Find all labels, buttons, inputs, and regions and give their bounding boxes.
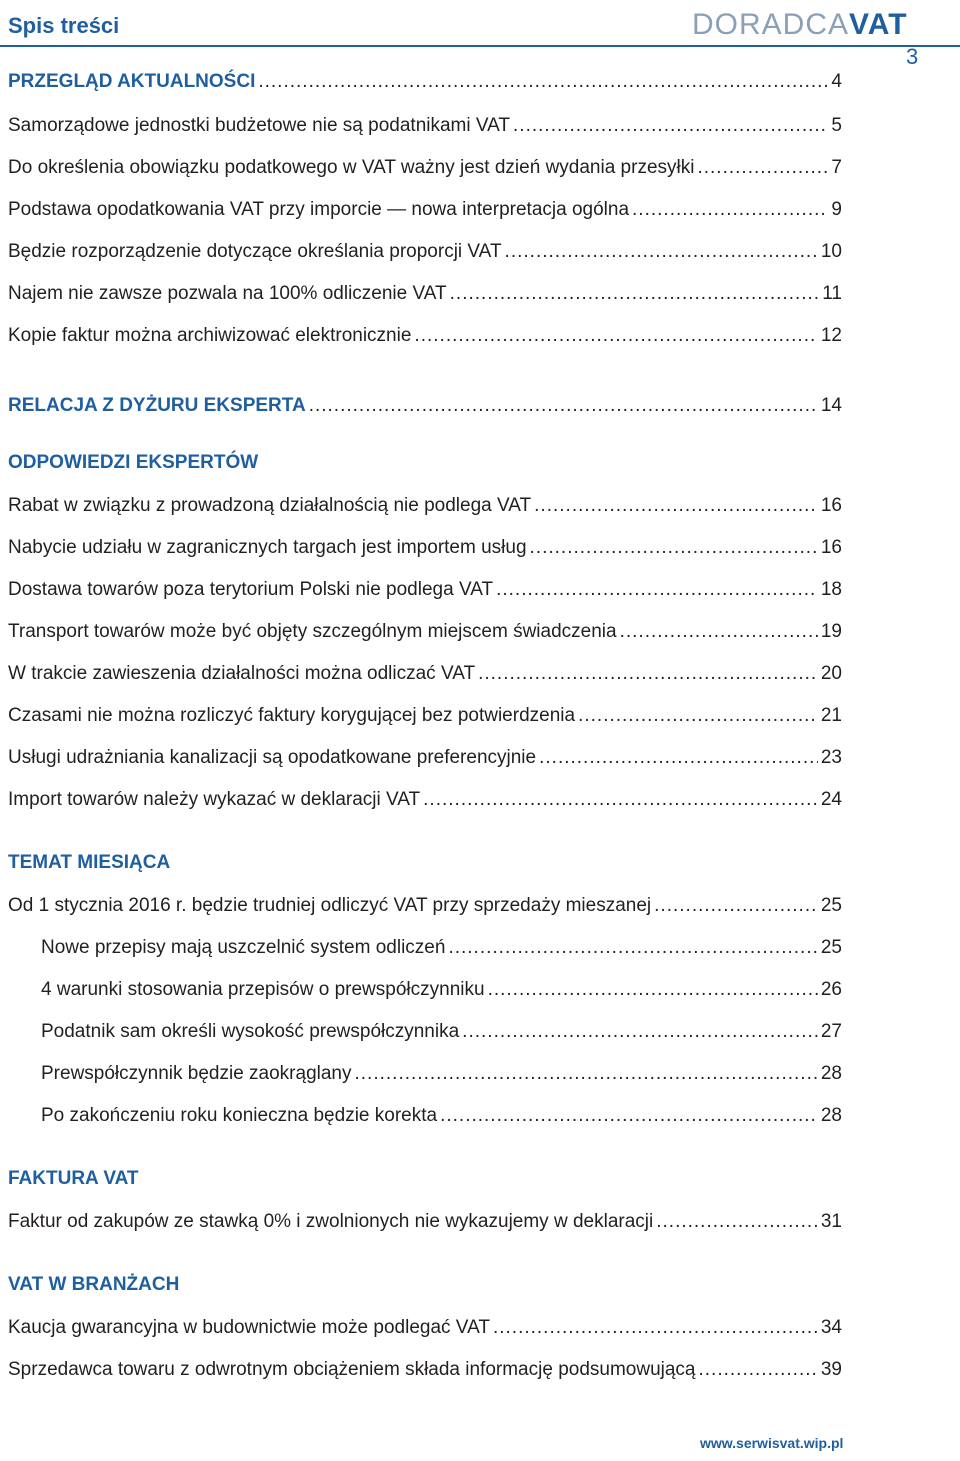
toc-leader — [488, 976, 818, 1004]
toc-page-number: 4 — [831, 71, 842, 92]
toc-page-number: 7 — [831, 157, 842, 178]
toc-leader — [505, 238, 818, 266]
toc-section-title: RELACJA Z DYŻURU EKSPERTA — [8, 395, 306, 416]
toc-item[interactable] — [8, 660, 842, 688]
toc-page-number: 24 — [820, 789, 842, 810]
toc-item[interactable] — [8, 744, 842, 772]
toc-item[interactable] — [8, 618, 842, 646]
toc-page-number: 31 — [820, 1211, 842, 1232]
toc-leader — [440, 1102, 818, 1130]
toc-item-title: Nowe przepisy mają uszczelnić system odliczeń — [41, 937, 446, 958]
toc-section-temat: TEMAT MIESIĄCA — [8, 852, 171, 873]
toc-leader — [309, 392, 818, 420]
toc-page-number: 28 — [820, 1105, 842, 1126]
toc-page-number: 12 — [820, 325, 842, 346]
toc-subitem[interactable] — [41, 976, 842, 1004]
toc-item-title: Sprzedawca towaru z odwrotnym obciążeniem składa informację podsumowującą — [8, 1359, 696, 1380]
toc-item[interactable] — [8, 112, 842, 140]
toc-item-title: Usługi udrażniania kanalizacji są opodatkowane preferencyjnie — [8, 747, 537, 768]
toc-item-title: Dostawa towarów poza terytorium Polski nie podlega VAT — [8, 579, 494, 600]
brand-logo-bold: VAT — [849, 8, 908, 41]
toc-leader — [496, 576, 818, 604]
toc-page-number: 26 — [820, 979, 842, 1000]
toc-page-number: 28 — [820, 1063, 842, 1084]
toc-item[interactable] — [8, 492, 842, 520]
toc-item-title: Czasami nie można rozliczyć faktury korygującej bez potwierdzenia — [8, 705, 576, 726]
page-header-title: Spis treści — [8, 13, 120, 38]
toc-item[interactable] — [8, 1208, 842, 1236]
toc-subitem[interactable] — [41, 1060, 842, 1088]
toc-item-title: Najem nie zawsze pozwala na 100% odliczenie VAT — [8, 283, 447, 304]
toc-item[interactable] — [8, 196, 842, 224]
brand-logo — [692, 8, 908, 42]
toc-page-number: 21 — [820, 705, 842, 726]
toc-item[interactable] — [8, 1314, 842, 1342]
toc-item-title: Samorządowe jednostki budżetowe nie są podatnikami VAT — [8, 115, 511, 136]
toc-leader — [414, 322, 817, 350]
toc-item[interactable] — [8, 576, 842, 604]
toc-page-number: 25 — [820, 937, 842, 958]
toc-subitem[interactable] — [41, 934, 842, 962]
toc-item[interactable] — [8, 1356, 842, 1384]
toc-leader — [534, 492, 818, 520]
toc-leader — [620, 618, 818, 646]
toc-item-title: 4 warunki stosowania przepisów o prewspółczynniku — [41, 979, 485, 1000]
toc-leader — [493, 1314, 818, 1342]
toc-item[interactable] — [8, 238, 842, 266]
toc-item-title: Podatnik sam określi wysokość prewspółczynnika — [41, 1021, 460, 1042]
toc-page-number: 16 — [820, 495, 842, 516]
toc-item[interactable] — [8, 534, 842, 562]
toc-page-number: 34 — [820, 1317, 842, 1338]
toc-item-title: Faktur od zakupów ze stawką 0% i zwolnionych nie wykazujemy w deklaracji — [8, 1211, 654, 1232]
toc-item-title: Prewspółczynnik będzie zaokrąglany — [41, 1063, 352, 1084]
toc-page-number: 11 — [822, 283, 842, 304]
toc-section-relacja[interactable] — [8, 392, 842, 420]
toc-page-number: 23 — [820, 747, 842, 768]
toc-leader — [478, 660, 818, 688]
toc-section-przeglad[interactable] — [8, 68, 842, 96]
toc-page-number: 25 — [820, 895, 842, 916]
toc-page-number: 14 — [820, 395, 842, 416]
toc-subitem[interactable] — [41, 1018, 842, 1046]
toc-section-branze: VAT W BRANŻACH — [8, 1274, 180, 1295]
footer-url-link[interactable]: www.serwisvat.wip.pl — [700, 1435, 844, 1451]
toc-item-title: Do określenia obowiązku podatkowego w VAT ważny jest dzień wydania przesyłki — [8, 157, 695, 178]
toc-section-odpowiedzi: ODPOWIEDZI EKSPERTÓW — [8, 452, 259, 473]
toc-leader — [654, 892, 818, 920]
toc-page-number: 20 — [820, 663, 842, 684]
toc-page-number: 27 — [820, 1021, 842, 1042]
toc-leader — [530, 534, 818, 562]
toc-leader — [450, 280, 820, 308]
toc-page-number: 5 — [831, 115, 842, 136]
toc-section-faktura: FAKTURA VAT — [8, 1168, 139, 1189]
toc-item-title: W trakcie zawieszenia działalności można odliczać VAT — [8, 663, 476, 684]
toc-item-title: Kaucja gwarancyjna w budownictwie może podlegać VAT — [8, 1317, 490, 1338]
toc-item[interactable] — [8, 702, 842, 730]
toc-leader — [539, 744, 818, 772]
toc-item[interactable] — [8, 322, 842, 350]
toc-leader — [699, 1356, 818, 1384]
toc-item-title: Transport towarów może być objęty szczególnym miejscem świadczenia — [8, 621, 617, 642]
toc-item-title: Nabycie udziału w zagranicznych targach jest importem usług — [8, 537, 527, 558]
toc-item-title: Podstawa opodatkowania VAT przy imporcie — nowa interpretacja ogólna — [8, 199, 630, 220]
toc-item-title: Po zakończeniu roku konieczna będzie korekta — [41, 1105, 438, 1126]
toc-item-title: Kopie faktur można archiwizować elektronicznie — [8, 325, 412, 346]
toc-item-title: Będzie rozporządzenie dotyczące określania proporcji VAT — [8, 241, 502, 262]
toc-item[interactable] — [8, 786, 842, 814]
toc-page-number: 18 — [820, 579, 842, 600]
toc-page-number: 19 — [820, 621, 842, 642]
toc-leader — [513, 112, 828, 140]
toc-leader — [656, 1208, 818, 1236]
toc-leader — [632, 196, 828, 224]
toc-subitem[interactable] — [41, 1102, 842, 1130]
brand-logo-light: DORADCA — [692, 8, 850, 41]
toc-leader — [355, 1060, 818, 1088]
toc-page-number: 39 — [820, 1359, 842, 1380]
toc-item-title: Import towarów należy wykazać w deklaracji VAT — [8, 789, 421, 810]
toc-section-title: PRZEGLĄD AKTUALNOŚCI — [8, 71, 256, 92]
toc-leader — [578, 702, 818, 730]
toc-item-title: Rabat w związku z prowadzoną działalnością nie podlega VAT — [8, 495, 532, 516]
toc-leader — [697, 154, 828, 182]
toc-leader — [258, 68, 828, 96]
toc-page-number: 10 — [820, 241, 842, 262]
toc-item[interactable] — [8, 892, 842, 920]
toc-page-number: 16 — [820, 537, 842, 558]
toc-leader — [448, 934, 817, 962]
toc-item[interactable] — [8, 280, 842, 308]
toc-page-number: 9 — [831, 199, 842, 220]
header-rule — [0, 45, 960, 47]
toc-leader — [423, 786, 818, 814]
toc-item[interactable] — [8, 154, 842, 182]
page-number: 3 — [906, 44, 919, 69]
toc-item-title: Od 1 stycznia 2016 r. będzie trudniej odliczyć VAT przy sprzedaży mieszanej — [8, 895, 652, 916]
toc-leader — [462, 1018, 818, 1046]
